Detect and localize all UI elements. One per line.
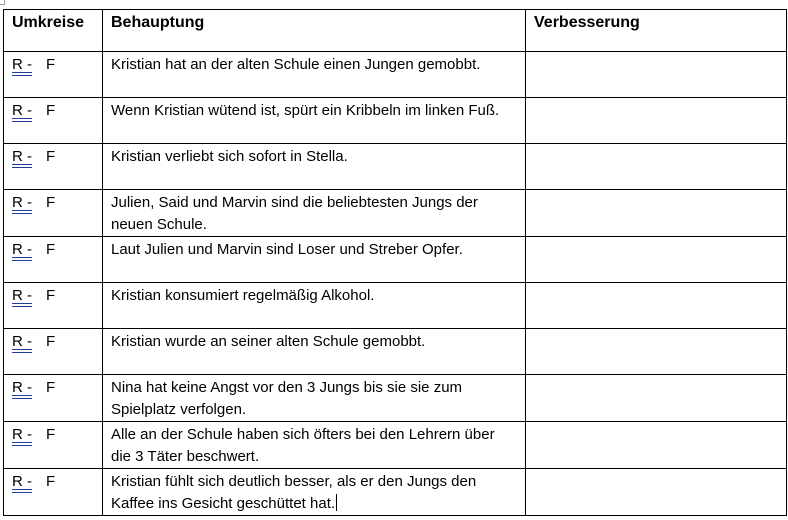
- claim-cell: Alle an der Schule haben sich öfters bei den Lehrern über die 3 Täter beschwert.: [103, 422, 526, 469]
- claim-cell: Kristian konsumiert regelmäßig Alkohol.: [103, 283, 526, 329]
- correction-cell[interactable]: [526, 283, 787, 329]
- claim-cell: Julien, Said und Marvin sind die beliebtesten Jungs der neuen Schule.: [103, 190, 526, 237]
- option-f[interactable]: F: [46, 148, 56, 165]
- correction-cell[interactable]: [526, 375, 787, 422]
- option-r[interactable]: R -: [12, 426, 32, 443]
- header-correction: Verbesserung: [526, 10, 787, 52]
- rf-cell[interactable]: [4, 144, 103, 190]
- option-r[interactable]: R -: [12, 102, 32, 119]
- option-r[interactable]: R -: [12, 148, 32, 165]
- correction-cell[interactable]: [526, 329, 787, 375]
- table-row: [4, 237, 787, 283]
- option-f[interactable]: F: [46, 241, 56, 258]
- rf-cell[interactable]: [4, 190, 103, 237]
- option-r[interactable]: R -: [12, 56, 32, 73]
- rf-cell[interactable]: [4, 237, 103, 283]
- page-corner-mark: [0, 0, 5, 5]
- table-row: [4, 98, 787, 144]
- correction-cell[interactable]: [526, 469, 787, 516]
- correction-cell[interactable]: [526, 52, 787, 98]
- table-row: [4, 190, 787, 237]
- option-f[interactable]: F: [46, 333, 56, 350]
- header-claim: Behauptung: [103, 10, 526, 52]
- header-row: [4, 10, 787, 52]
- claim-cell: [103, 469, 526, 516]
- option-r[interactable]: R -: [12, 379, 32, 396]
- correction-cell[interactable]: [526, 98, 787, 144]
- table-row: [4, 144, 787, 190]
- correction-cell[interactable]: [526, 190, 787, 237]
- true-false-table: [3, 9, 787, 516]
- claim-cell: Nina hat keine Angst vor den 3 Jungs bis sie sie zum Spielplatz verfolgen.: [103, 375, 526, 422]
- correction-cell[interactable]: [526, 422, 787, 469]
- option-r[interactable]: R -: [12, 473, 32, 490]
- correction-cell[interactable]: [526, 144, 787, 190]
- option-f[interactable]: F: [46, 102, 56, 119]
- option-r[interactable]: R -: [12, 241, 32, 258]
- table-row: [4, 329, 787, 375]
- text-cursor: [336, 494, 337, 511]
- header-circle: Umkreise: [4, 10, 103, 52]
- option-f[interactable]: F: [46, 56, 56, 73]
- rf-cell[interactable]: [4, 375, 103, 422]
- table-row: [4, 375, 787, 422]
- claim-cell: Wenn Kristian wütend ist, spürt ein Kribbeln im linken Fuß.: [103, 98, 526, 144]
- option-f[interactable]: F: [46, 426, 56, 443]
- option-r[interactable]: R -: [12, 287, 32, 304]
- rf-cell[interactable]: [4, 98, 103, 144]
- rf-cell[interactable]: [4, 422, 103, 469]
- option-f[interactable]: F: [46, 473, 56, 490]
- table-row: [4, 469, 787, 516]
- rf-cell[interactable]: [4, 283, 103, 329]
- claim-cell: Kristian verliebt sich sofort in Stella.: [103, 144, 526, 190]
- rf-cell[interactable]: [4, 329, 103, 375]
- table-row: [4, 283, 787, 329]
- option-f[interactable]: F: [46, 379, 56, 396]
- claim-text: Kristian fühlt sich deutlich besser, als er den Jungs den Kaffee ins Gesicht geschüttet hat.: [111, 473, 477, 512]
- claim-cell: Laut Julien und Marvin sind Loser und Streber Opfer.: [103, 237, 526, 283]
- option-r[interactable]: R -: [12, 333, 32, 350]
- option-r[interactable]: R -: [12, 194, 32, 211]
- option-f[interactable]: F: [46, 194, 56, 211]
- table-row: [4, 52, 787, 98]
- rf-cell[interactable]: [4, 469, 103, 516]
- rf-cell[interactable]: [4, 52, 103, 98]
- table-row: [4, 422, 787, 469]
- correction-cell[interactable]: [526, 237, 787, 283]
- claim-cell: Kristian hat an der alten Schule einen Jungen gemobbt.: [103, 52, 526, 98]
- option-f[interactable]: F: [46, 287, 56, 304]
- claim-cell: Kristian wurde an seiner alten Schule gemobbt.: [103, 329, 526, 375]
